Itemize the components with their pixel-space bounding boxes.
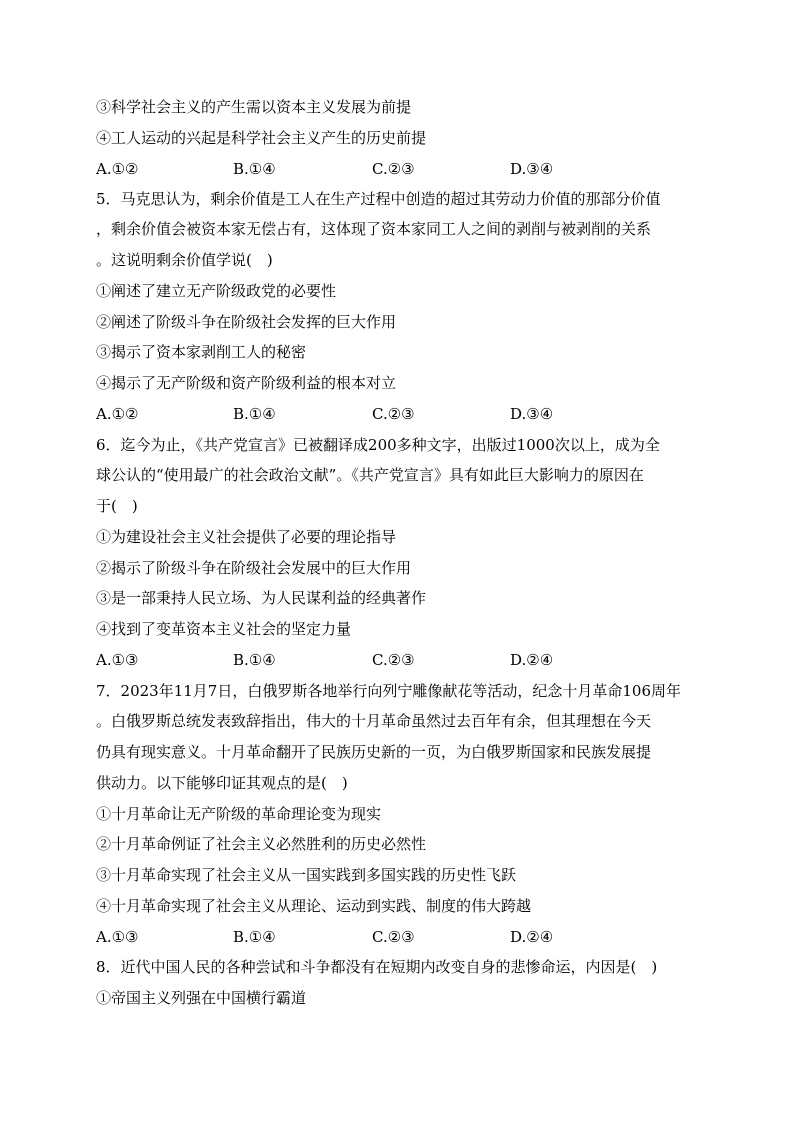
option-a: A.①③ [96,928,139,946]
question-5-line: ，剩余价值会被资本家无偿占有，这体现了资本家同工人之间的剥削与被剥削的关系 [96,220,652,238]
question-5-options [96,404,716,424]
option-b: B.①④ [233,160,276,178]
question-6-item: ②揭示了阶级斗争在阶级社会发展中的巨大作用 [96,559,412,577]
top-options [96,159,716,179]
option-d: D.③④ [510,405,554,423]
option-d: D.②④ [510,651,554,669]
question-6-item: ④找到了变革资本主义社会的坚定力量 [96,620,352,638]
question-6-line: 于( ) [96,497,138,515]
question-6-line: 6．迄今为止，《共产党宣言》已被翻译成200多种文字，出版过1000次以上，成为全 [96,436,660,454]
question-7-item: ②十月革命例证了社会主义必然胜利的历史必然性 [96,835,427,853]
option-a: A.①③ [96,651,139,669]
question-6-item: ③是一部秉持人民立场、为人民谋利益的经典著作 [96,589,427,607]
question-7-line: 仍具有现实意义。十月革命翻开了民族历史新的一页，为白俄罗斯国家和民族发展提 [96,743,652,761]
option-c: C.②③ [372,160,415,178]
top-item: ④工人运动的兴起是科学社会主义产生的历史前提 [96,129,427,147]
question-7-line: 供动力。以下能够印证其观点的是( ) [96,774,348,792]
option-a: A.①② [96,160,139,178]
option-a: A.①② [96,405,139,423]
option-d: D.③④ [510,160,554,178]
question-8-item: ①帝国主义列强在中国横行霸道 [96,989,307,1007]
question-7-line: 。白俄罗斯总统发表致辞指出，伟大的十月革命虽然过去百年有余，但其理想在今天 [96,712,652,730]
question-5-item: ④揭示了无产阶级和资产阶级利益的根本对立 [96,374,397,392]
option-b: B.①④ [233,405,276,423]
question-8-line: 8．近代中国人民的各种尝试和斗争都没有在短期内改变自身的悲惨命运，内因是( ) [96,958,658,976]
question-7-item: ①十月革命让无产阶级的革命理论变为现实 [96,805,382,823]
question-6-line: 球公认的“使用最广的社会政治文献”。《共产党宣言》具有如此巨大影响力的原因在 [96,466,644,484]
question-7-item: ④十月革命实现了社会主义从理论、运动到实践、制度的伟大跨越 [96,897,532,915]
question-5-line: 。这说明剩余价值学说( ) [96,251,273,269]
option-c: C.②③ [372,928,415,946]
question-7-line: 7．2023年11月7日，白俄罗斯各地举行向列宁雕像献花等活动，纪念十月革命106周年 [96,682,681,700]
question-6-item: ①为建设社会主义社会提供了必要的理论指导 [96,528,397,546]
option-b: B.①④ [233,928,276,946]
question-5-item: ②阐述了阶级斗争在阶级社会发挥的巨大作用 [96,313,397,331]
option-d: D.②④ [510,928,554,946]
question-6-options [96,650,716,670]
question-7-item: ③十月革命实现了社会主义从一国实践到多国实践的历史性飞跃 [96,866,517,884]
option-c: C.②③ [372,651,415,669]
question-5-item: ①阐述了建立无产阶级政党的必要性 [96,282,337,300]
option-c: C.②③ [372,405,415,423]
question-5-item: ③揭示了资本家剥削工人的秘密 [96,343,307,361]
question-7-options [96,927,716,947]
option-b: B.①④ [233,651,276,669]
top-item: ③科学社会主义的产生需以资本主义发展为前提 [96,98,412,116]
question-5-line: 5．马克思认为，剩余价值是工人在生产过程中创造的超过其劳动力价值的那部分价值 [96,190,661,208]
